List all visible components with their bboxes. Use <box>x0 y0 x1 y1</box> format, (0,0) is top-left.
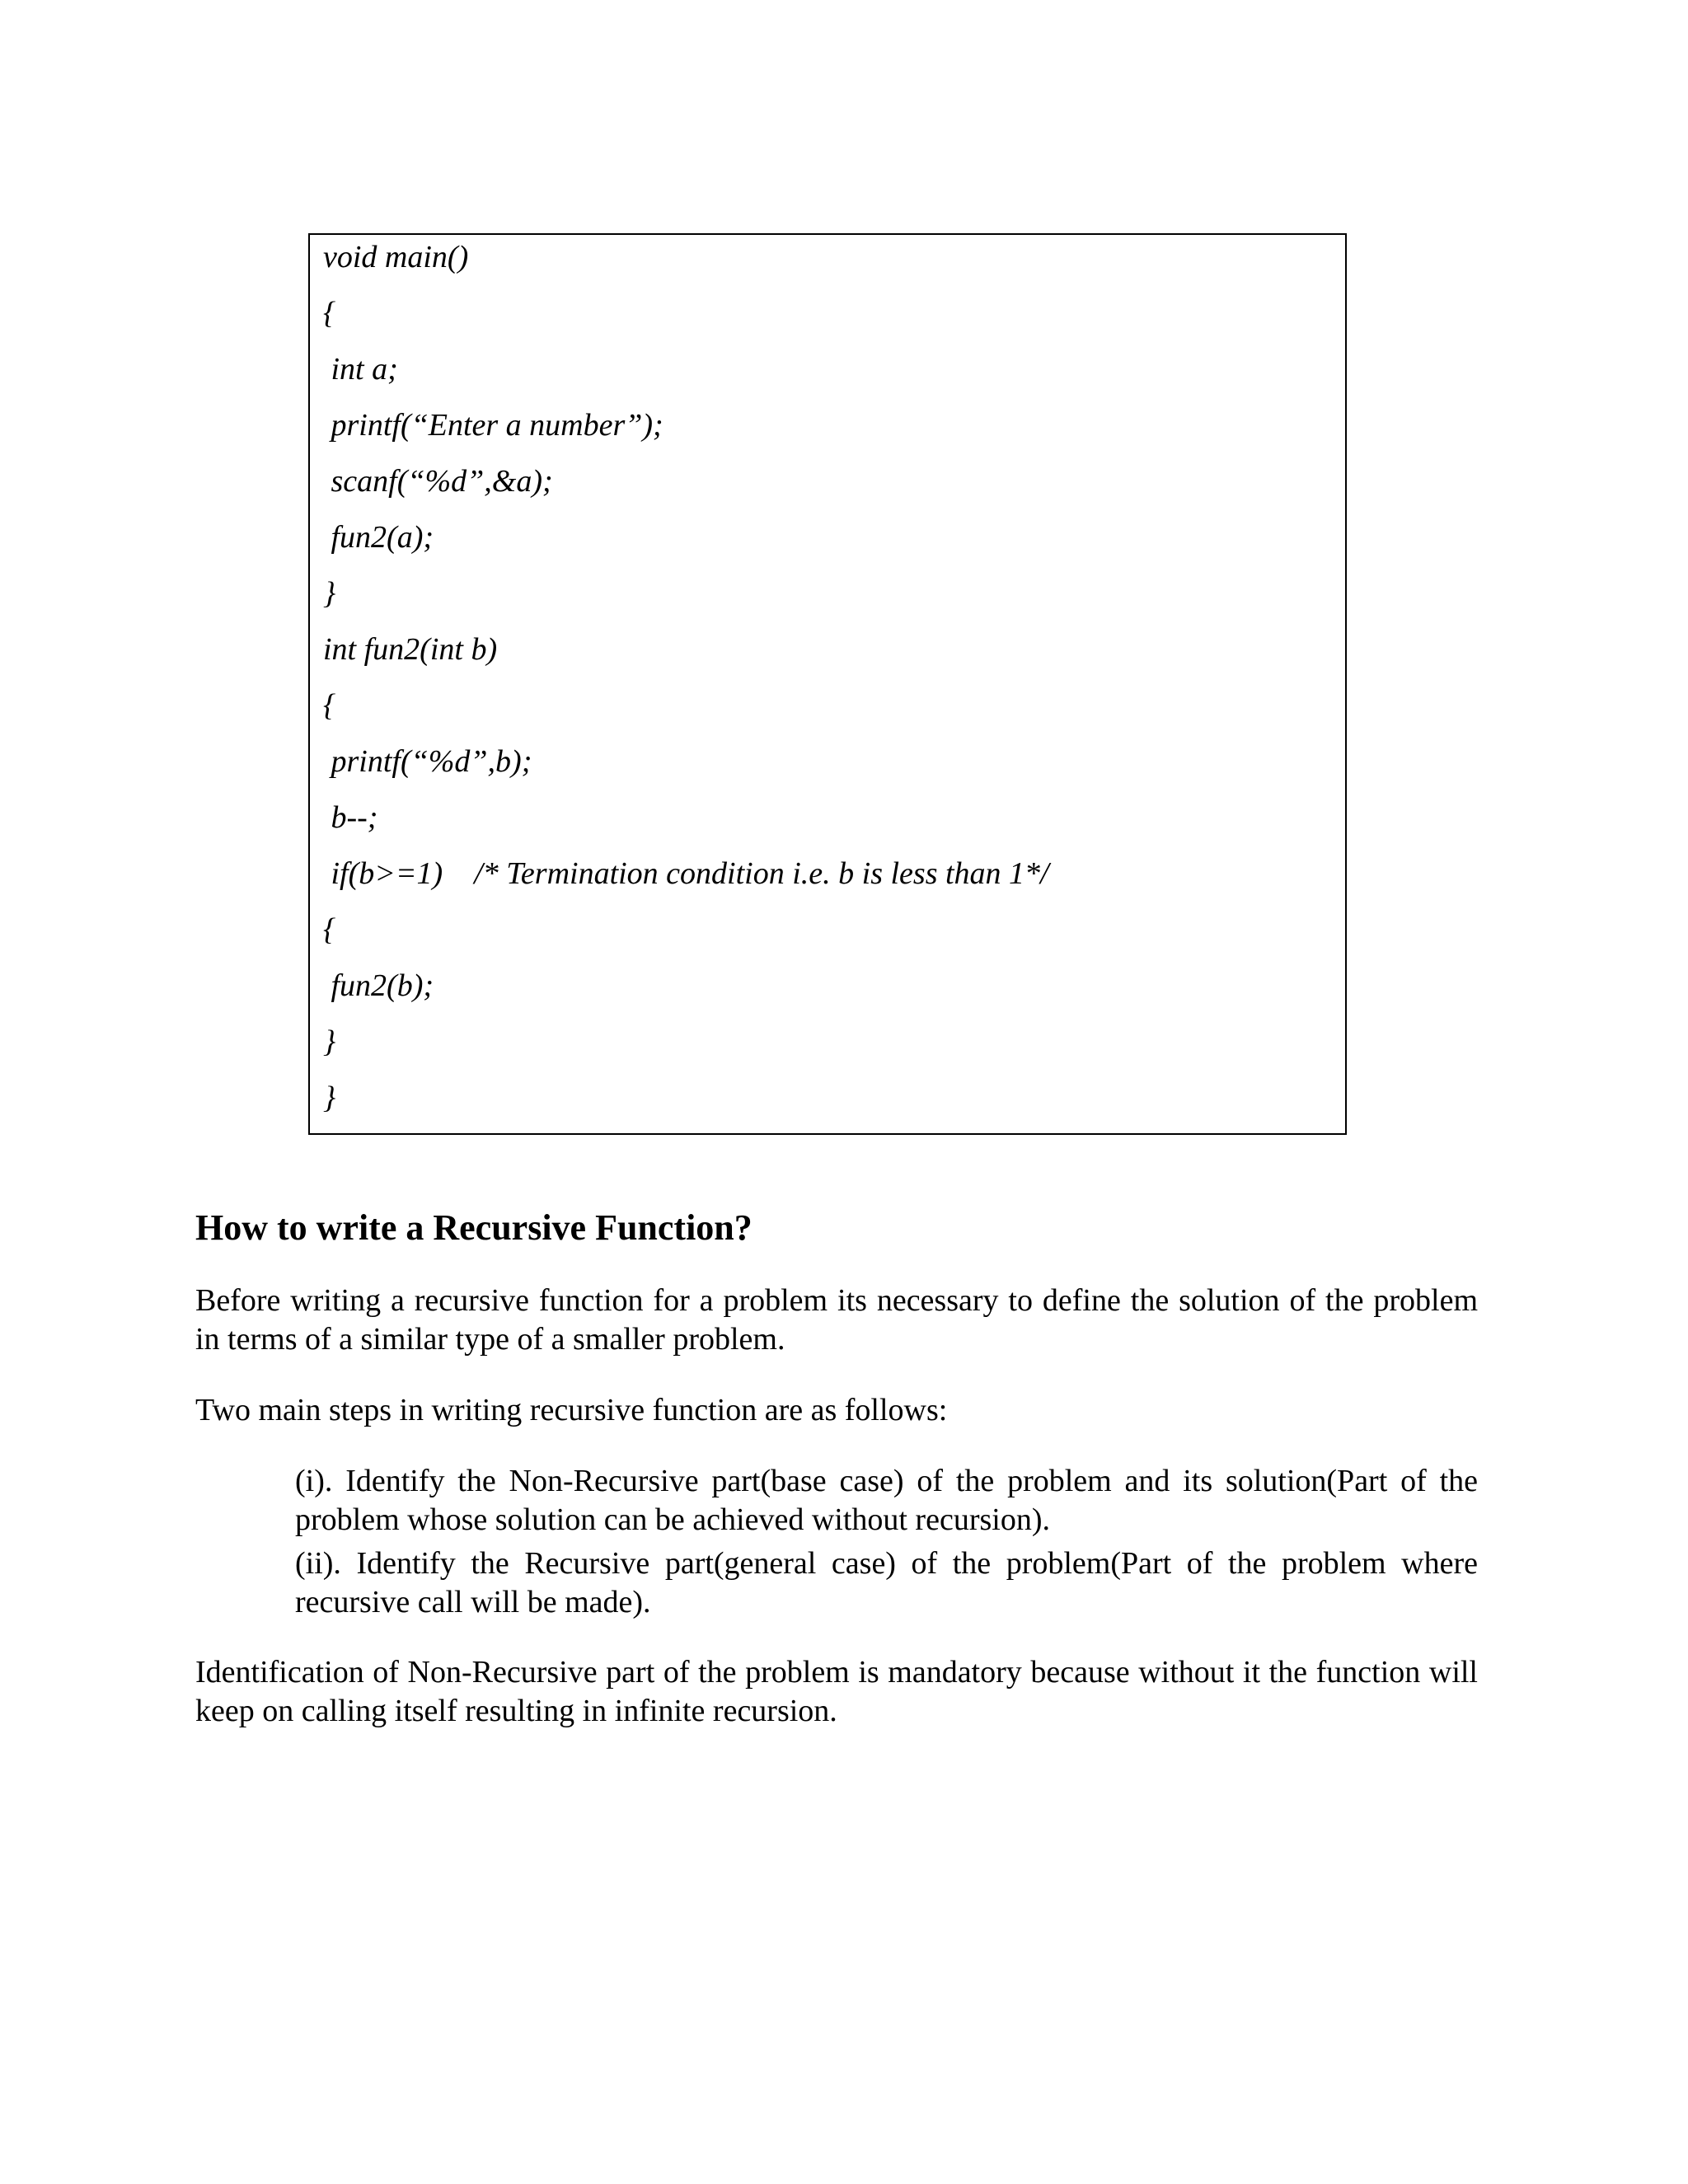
step-item: (i). Identify the Non-Recursive part(base case) of the problem and its solution(Part of the problem whose solution can be achieved without recursion). <box>295 1464 1478 1537</box>
code-block <box>308 233 1347 1135</box>
code-line: { <box>323 912 336 947</box>
code-line: int fun2(int b) <box>323 632 498 667</box>
code-line: void main() <box>323 240 469 274</box>
code-line: scanf(“%d”,&a); <box>323 464 553 499</box>
code-line: int a; <box>323 352 398 387</box>
code-line: fun2(b); <box>323 968 434 1003</box>
code-line: printf(“Enter a number”); <box>323 408 663 443</box>
section-heading: How to write a Recursive Function? <box>195 1207 753 1248</box>
code-line: b--; <box>323 800 378 835</box>
code-line: if(b>=1) /* Termination condition i.e. b is less than 1*/ <box>323 856 1049 891</box>
code-line: fun2(a); <box>323 520 434 555</box>
conclusion-paragraph: Identification of Non-Recursive part of the problem is mandatory because without it the function will keep on calling itself resulting in infinite recursion. <box>195 1655 1478 1728</box>
code-line: } <box>323 1024 336 1059</box>
code-line: { <box>323 296 336 330</box>
step-item: (ii). Identify the Recursive part(general case) of the problem(Part of the problem where recursive call will be made). <box>295 1546 1478 1619</box>
steps-intro-paragraph: Two main steps in writing recursive function are as follows: <box>195 1393 948 1427</box>
code-line: printf(“%d”,b); <box>323 744 532 779</box>
code-line: { <box>323 688 336 723</box>
code-line: } <box>323 576 336 611</box>
intro-paragraph: Before writing a recursive function for a problem its necessary to define the solution of the problem in terms of a similar type of a smaller problem. <box>195 1283 1478 1357</box>
code-line: } <box>323 1080 336 1115</box>
